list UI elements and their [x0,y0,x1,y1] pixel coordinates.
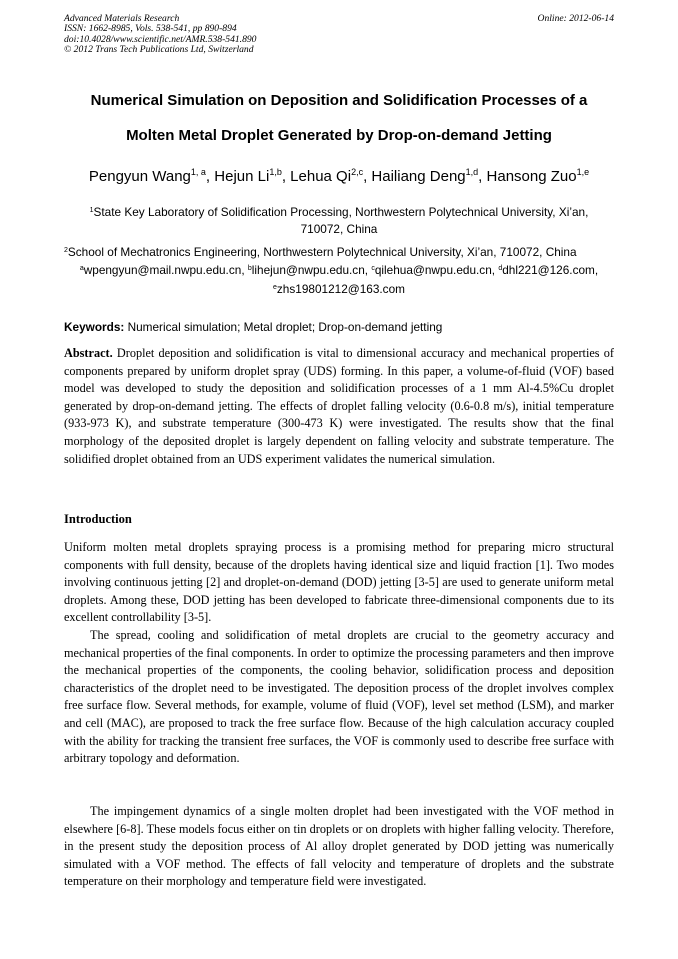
email-list: $^a$wpengyun@mail.nwpu.edu.cn, $^b$lihejun@nwpu.edu.cn, $^c$qilehua@nwpu.edu.cn, $^d$dhl221@126.com, [79,263,599,277]
copyright-line: © 2012 Trans Tech Publications Ltd, Switzerland [64,44,254,56]
email-address: wpengyun@mail.nwpu.edu.cn [83,263,242,277]
email-list-line-2 [30,282,648,296]
section-heading-introduction: Introduction [64,512,132,526]
affiliation-1 [30,205,648,219]
author-name: Hailiang Deng [371,168,466,185]
email-address: dhl221@126.com [502,263,595,277]
author-list: Pengyun Wang$^{1, a}$, Hejun Li$^{1,b}$, Lehua Qi$^{2,c}$, Hailiang Deng$^{1,d}$, Hansong Zuo$^{1,e}$ [88,167,590,185]
email-sup: b [247,265,252,272]
doi-line: doi:10.4028/www.scientific.net/AMR.538-541.890 [64,33,257,45]
keywords-text: Numerical simulation; Metal droplet; Drop-on-demand jetting [127,320,443,334]
intro-paragraph-1: Uniform molten metal droplets spraying process is a promising method for preparing micro structural components with full density, because of the droplets having identical size and liquid fraction [1]. Two modes involving continuous jetting [2] and droplet-on-demand (DOD) jetting [3-5] are used to generate uniform metal droplets. Among these, DOD jetting has been developed to fabricate three-dimensional components due to its excellent controllability [3-5]. [64,540,614,625]
author-name: Lehua Qi [290,168,352,185]
email-address: zhs19801212@163.com [276,282,405,296]
affiliation-1-line-2: 710072, China [300,222,378,236]
author-affil-sup: 1,b [269,167,282,177]
email-sup: c [371,265,375,272]
paper-title-line-2: Molten Metal Droplet Generated by Drop-on-demand Jetting [126,127,552,144]
journal-name: Advanced Materials Research [64,13,180,24]
affiliation-1-sup: 1 [89,207,94,214]
author-affil-sup: 2,c [351,167,364,177]
issn-line: ISSN: 1662-8985, Vols. 538-541, pp 890-894 [64,23,237,35]
journal-header [64,14,256,56]
abstract-label: Abstract. [64,346,113,360]
paper-title-line-1: Numerical Simulation on Deposition and Solidification Processes of a [90,92,588,109]
affiliation-1-line-1: State Key Laboratory of Solidification Processing, Northwestern Polytechnical University, Xi’an, [93,205,589,219]
intro-paragraph-3: The impingement dynamics of a single molten droplet had been investigated with the VOF method in elsewhere [6-8]. These models focus either on tin droplets or on droplets with higher falling velocity. Therefore, in the present study the deposition process of Al alloy droplet generated by DOD jetting was numerically simulated with a VOF method. The effects of fall velocity and temperature of droplets and the substrate temperature on their morphology and temperature field were investigated. [64,804,614,889]
email-sup: a [79,265,84,272]
email-address: lihejun@nwpu.edu.cn [251,263,365,277]
online-date: Online: 2012-06-14 [537,13,614,24]
intro-paragraph-2: The spread, cooling and solidification of metal droplets are crucial to the geometry accuracy and mechanical properties of the final components. In order to optimize the processing parameters and then improve the mechanical properties of the components, the cooling behavior, solidification process and deposition characteristics of the droplet need to be investigated. The deposition process of the droplet involves complex free surface flow. Several methods, for example, volume of fluid (VOF), level set method (LSM), and marker and cell (MAC), are proposed to track the free surface flow. Because of the high calculation accuracy coupled with the ability for tracking the transient free surfaces, the VOF is commonly used to describe free surface with arbitrary topology and deformation. [64,628,614,766]
abstract [64,345,614,468]
email-sup: d [498,265,503,272]
keywords-label: Keywords: [64,320,125,334]
author-name: Hejun Li [214,168,270,185]
keywords [64,320,442,334]
abstract-text: Droplet deposition and solidification is vital to dimensional accuracy and mechanical properties of components prepared by uniform droplet spray (UDS) forming. In this paper, a volume-of-fluid (VOF) based model was developed to study the deposition and solidification processes of a 1 mm Al-4.5%Cu droplet generated by drop-on-demand jetting. The effects of droplet falling velocity (0.6-0.8 m/s), initial temperature (933-973 K), and substrate temperature (300-473 K) were investigated. The results show that the final morphology of the deposited droplet is largely dependent on falling velocity and substrate temperature. The solidified droplet obtained from an UDS experiment validates the numerical simulation. [64,346,614,466]
email-sup: e [273,284,277,291]
author-name: Pengyun Wang [88,168,191,185]
author-name: Hansong Zuo [486,168,577,185]
author-affil-sup: 1,e [576,167,590,177]
email-address: qilehua@nwpu.edu.cn [374,263,492,277]
author-affil-sup: 1,d [465,167,479,177]
affiliation-2-text: School of Mechatronics Engineering, Northwestern Polytechnical University, Xi’an, 710072, China [67,245,577,259]
affiliation-2-sup: 2 [64,247,68,254]
affiliation-2 [64,245,577,259]
author-affil-sup: 1, a [190,167,206,177]
